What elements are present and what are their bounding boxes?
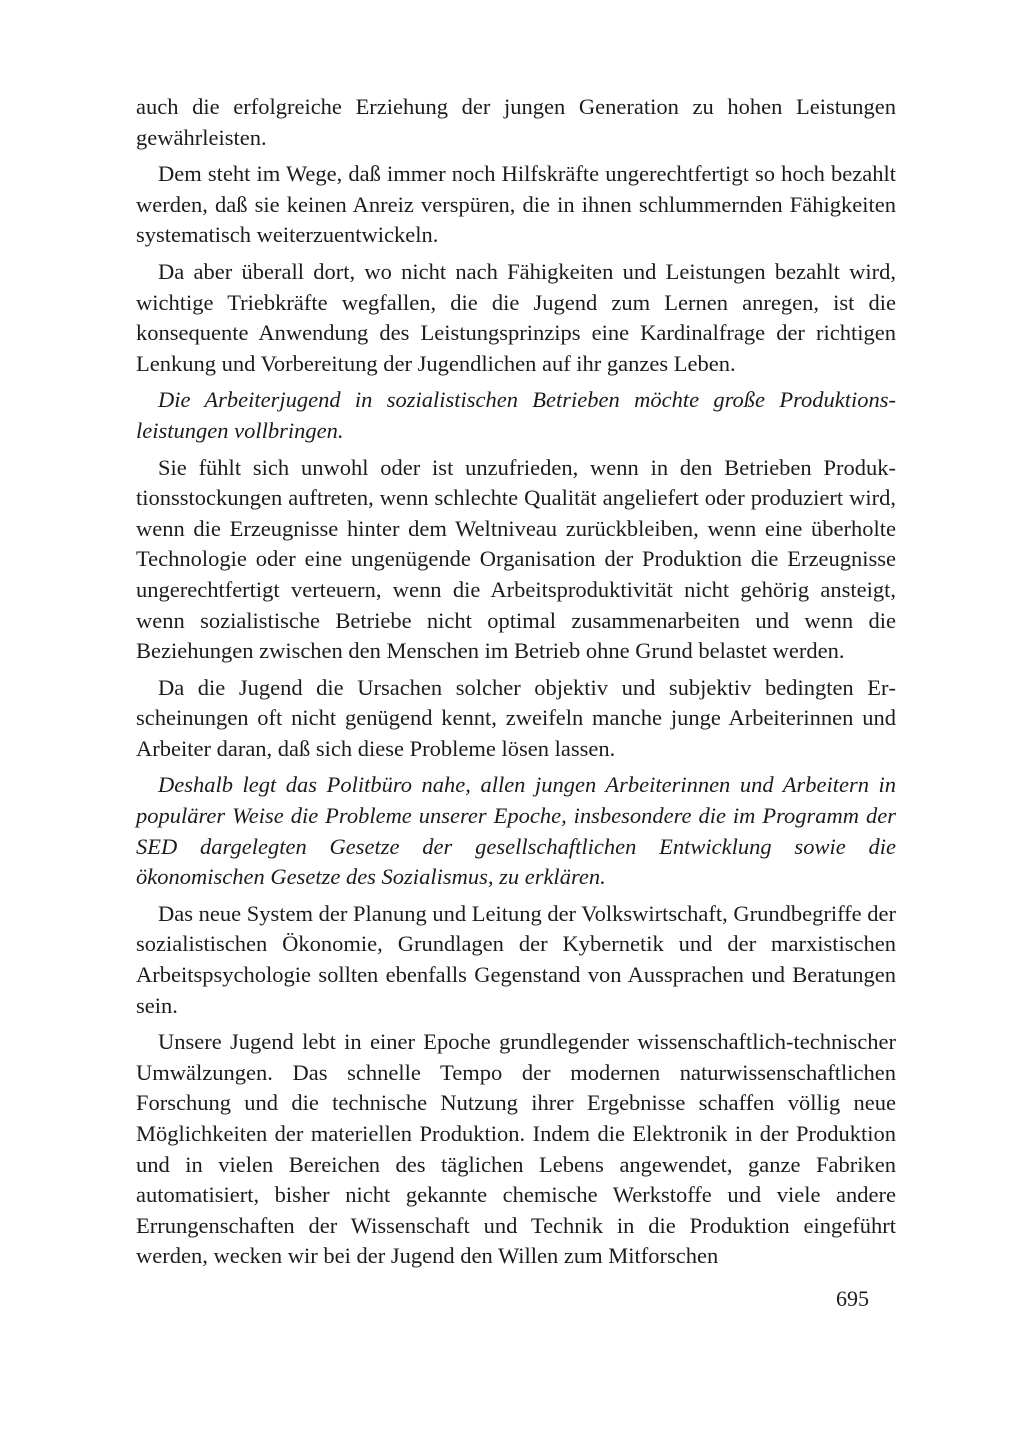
paragraph-8: Das neue System der Planung und Leitung der Volkswirtschaft, Grundbegriffe der sozialistischen Ökonomie, Grundlagen der Kybernetik und der marxistischen Arbeitspsychologie sollten ebenfalls Gegenstand von Aussprachen und Beratungen sein. — [136, 900, 896, 1018]
paragraph-6: Da die Jugend die Ursachen solcher objektiv und subjektiv bedingten Erscheinungen oft nicht genügend kennt, zweifeln manche junge Arbeiterinnen und Arbeiter daran, daß sich diese Probleme lösen lassen. — [136, 674, 896, 761]
paragraph-9: Unsere Jugend lebt in einer Epoche grundlegender wissenschaftlich-technischer Umwälzungen. Das schnelle Tempo der modernen naturwissenschaftlichen Forschung und die technische Nutzung ihrer Ergebnisse schaffen völlig neue Möglichkeiten der materiellen Produktion. Indem die Elektronik in der Produktion und in vielen Bereichen des täglichen Lebens angewendet, ganze Fabriken automatisiert, bisher nicht gekannte chemische Werkstoffe und viele andere Errungenschaften der Wissenschaft und Technik in die Produktion eingeführt werden, wecken wir bei der Jugend den Willen zum Mitforschen — [136, 1029, 896, 1269]
paragraph-5: Sie fühlt sich unwohl oder ist unzufrieden, wenn in den Betrieben Produktionsstockungen auftreten, wenn schlechte Qualität angeliefert oder produziert wird, wenn die Erzeugnisse hinter dem Weltniveau zurückbleiben, wenn eine überholte Technologie oder eine ungenügende Organisation der Produktion die Erzeugnisse ungerechtfertigt verteuern, wenn die Arbeitsproduktivität nicht gehörig ansteigt, wenn sozialistische Betriebe nicht optimal zusammenarbeiten und wenn die Beziehungen zwischen den Menschen im Betrieb ohne Grund belastet werden. — [136, 454, 896, 664]
paragraph-7-italic: Deshalb legt das Politbüro nahe, allen jungen Arbeiterinnen und Arbeitern in populärer Weise die Probleme unserer Epoche, insbesondere die im Programm der SED dargelegten Gesetze der gesellschaftlichen Entwicklung sowie die ökonomischen Gesetze des Sozialismus, zu erklären. — [136, 772, 896, 890]
paragraph-1: auch die erfolgreiche Erziehung der jungen Generation zu hohen Leistungen gewährleisten. — [136, 94, 896, 150]
page-body — [136, 92, 896, 1278]
page-number: 695 — [836, 1286, 869, 1311]
paragraph-2: Dem steht im Wege, daß immer noch Hilfskräfte ungerechtfertigt so hoch bezahlt werden, daß sie keinen Anreiz verspüren, die in ihnen schlummernden Fähigkeiten systematisch weiterzuentwickeln. — [136, 161, 896, 248]
paragraph-4-italic: Die Arbeiterjugend in sozialistischen Betrieben möchte große Produktionsleistungen vollbringen. — [136, 387, 896, 443]
paragraph-3: Da aber überall dort, wo nicht nach Fähigkeiten und Leistungen bezahlt wird, wichtige Triebkräfte wegfallen, die die Jugend zum Lernen anregen, ist die konsequente Anwendung des Leistungsprinzips eine Kardinalfrage der richtigen Lenkung und Vorbereitung der Jugendlichen auf ihr ganzes Leben. — [136, 258, 896, 376]
